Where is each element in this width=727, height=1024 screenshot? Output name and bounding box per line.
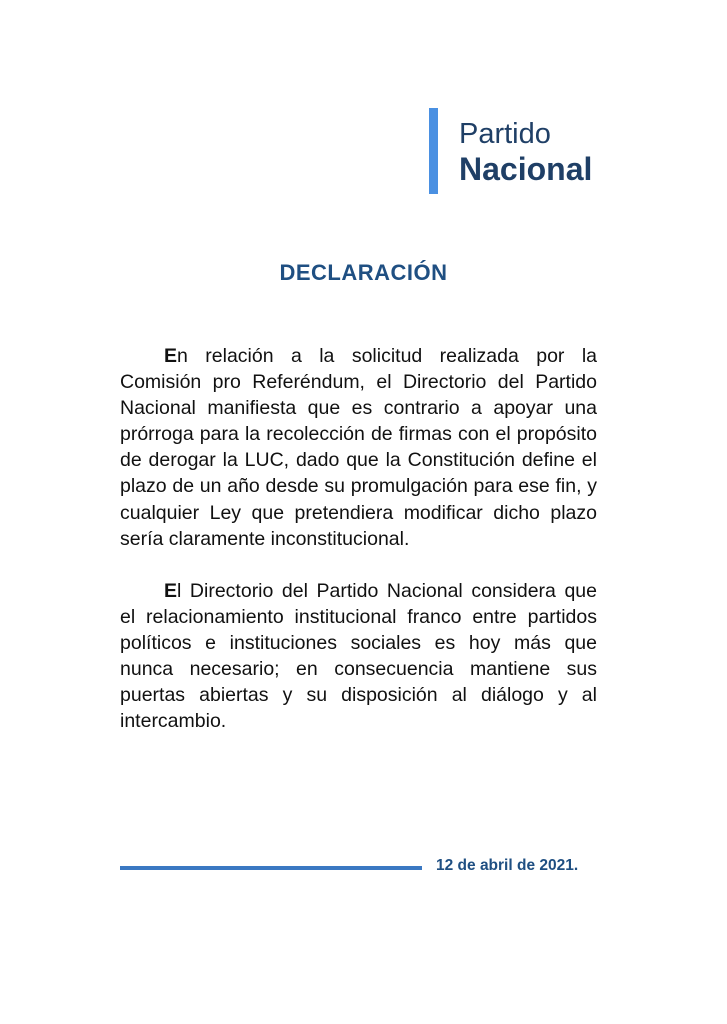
paragraph-2-text: l Directorio del Partido Nacional considera que el relacionamiento institucional franco entre partidos políticos e instituciones sociales es hoy más que nunca necesario; en consecuencia mantiene sus puertas abiertas y su disposición al diálogo y al intercambio. bbox=[120, 579, 597, 733]
logo-text-partido: Partido bbox=[459, 118, 551, 150]
paragraph-1-initial: E bbox=[164, 345, 178, 367]
paragraph-1-text: n relación a la solicitud realizada por la Comisión pro Referéndum, el Directorio del Partido Nacional manifiesta que es contrario a apoyar una prórroga para la recolección de firmas con el propósito de derogar la LUC, dado que la Constitución define el plazo de un año desde su promulgación para ese fin, y cualquier Ley que pretendiera modificar dicho plazo sería claramente inconstitucional. bbox=[120, 345, 597, 550]
paragraph-2 bbox=[120, 578, 597, 735]
paragraph-2-initial: E bbox=[164, 579, 178, 602]
paragraph-1 bbox=[120, 343, 597, 552]
document-title: DECLARACIÓN bbox=[279, 260, 448, 285]
logo-bar bbox=[429, 108, 438, 194]
declaration-body bbox=[120, 343, 597, 734]
party-logo bbox=[429, 108, 619, 194]
document-date: 12 de abril de 2021. bbox=[436, 857, 579, 874]
logo-text-nacional: Nacional bbox=[459, 151, 593, 187]
footer-divider bbox=[120, 866, 422, 870]
